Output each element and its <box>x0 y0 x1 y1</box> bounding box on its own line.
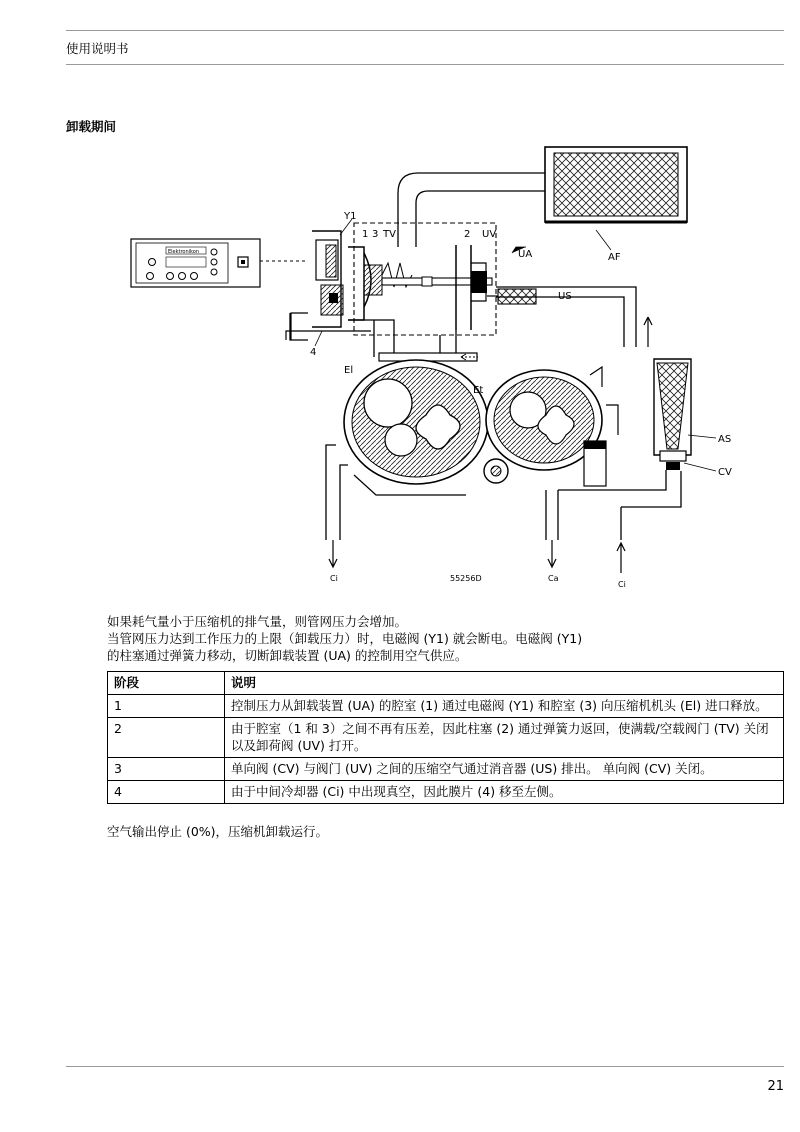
step-cell: 2 <box>108 718 225 758</box>
air-filter <box>545 147 687 222</box>
header-top-rule <box>66 30 784 31</box>
intro-line-1: 如果耗气量小于压缩机的排气量，则管网压力会增加。 <box>107 614 408 629</box>
document-title: 使用说明书 <box>66 41 129 56</box>
label-tv: TV <box>383 229 396 240</box>
table-header-row <box>108 672 784 695</box>
step-cell: 1 <box>108 695 225 718</box>
label-figure-code: 55256D <box>450 574 482 583</box>
conclusion-text: 空气输出停止 (0%)，压缩机卸载运行。 <box>107 824 329 839</box>
solenoid-valve-y1 <box>290 231 343 340</box>
label-1: 1 <box>362 229 369 240</box>
elektronikon-controller <box>131 239 260 287</box>
table-row <box>108 758 784 781</box>
label-2: 2 <box>464 229 471 240</box>
intro-line-2: 当管网压力达到工作压力的上限（卸载压力）时，电磁阀 (Y1) 就会断电。电磁阀 (Y1) <box>107 631 583 646</box>
step-cell: 3 <box>108 758 225 781</box>
label-as: AS <box>718 434 732 445</box>
label-3: 3 <box>372 229 379 240</box>
steps-table <box>107 671 784 804</box>
unloader-valve <box>348 245 492 330</box>
label-us: US <box>558 291 572 302</box>
table-row <box>108 718 784 758</box>
label-cv: CV <box>718 467 732 478</box>
header-description: 说明 <box>225 672 784 695</box>
label-y1: Y1 <box>344 211 357 222</box>
table-row <box>108 781 784 804</box>
description-cell: 单向阀 (CV) 与阀门 (UV) 之间的压缩空气通过消音器 (US) 排出。 单向阀 (CV) 关闭。 <box>225 758 784 781</box>
table-row <box>108 695 784 718</box>
description-cell: 由于中间冷却器 (Ci) 中出现真空，因此膜片 (4) 移至左侧。 <box>225 781 784 804</box>
flow-arrows <box>329 540 625 573</box>
page-number: 21 <box>767 1079 784 1094</box>
footer-rule <box>66 1066 784 1067</box>
intro-line-3: 的柱塞通过弹簧力移动，切断卸载装置 (UA) 的控制用空气供应。 <box>107 648 468 663</box>
header-step: 阶段 <box>108 672 225 695</box>
label-ua: UA <box>518 249 533 260</box>
label-ci-right: Ci <box>618 580 626 589</box>
label-ca: Ca <box>548 574 559 583</box>
label-et: Et <box>473 385 484 396</box>
label-af: AF <box>608 252 621 263</box>
description-cell: 由于腔室（1 和 3）之间不再有压差，因此柱塞 (2) 通过弹簧力返回，使满载/空载阀门 (TV) 关闭以及卸荷阀 (UV) 打开。 <box>225 718 784 758</box>
header-bottom-rule <box>66 64 784 65</box>
description-cell: 控制压力从卸载装置 (UA) 的腔室 (1) 通过电磁阀 (Y1) 和腔室 (3) 向压缩机机头 (El) 进口释放。 <box>225 695 784 718</box>
compressor-element-ei <box>344 353 488 484</box>
label-4: 4 <box>310 347 317 358</box>
label-ei: El <box>344 365 354 376</box>
controller-brand-label: Elektronikon <box>168 249 199 255</box>
label-uv: UV <box>482 229 497 240</box>
section-heading: 卸载期间 <box>66 119 117 134</box>
label-ci-left: Ci <box>330 574 338 583</box>
unloading-diagram <box>126 135 746 595</box>
air-separator <box>654 359 691 470</box>
step-cell: 4 <box>108 781 225 804</box>
